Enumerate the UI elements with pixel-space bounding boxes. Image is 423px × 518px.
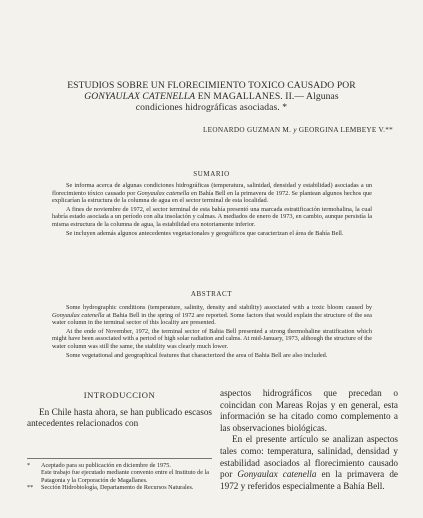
sumario-paragraph: Se incluyen además algunos antecedentes vegetacionales y geográficos que caracterizan el área de Bahía Bell. [66, 229, 344, 237]
author-1: LEONARDO GUZMAN M. [202, 126, 292, 134]
article-title [40, 80, 383, 113]
sumario-body [52, 182, 372, 238]
sumario-paragraph: A fines de noviembre de 1972, el sector terminal de esta bahía presentó una marcada estratificación termohalina, la cual habría estado asociada a un período con alta insolación y calmas. A mediados de enero de 1973, en cambio, aunque persistía la misma estructura de la columna de agua, la estabilidad era notoriamente inferior. [52, 205, 372, 228]
footnote-1-text-2: Este trabajo fue ejecutado mediante convenio entre el Instituto de la Patagonia y la Corporación de Magallanes. [41, 469, 210, 484]
abstract-p1-text-end: at Bahia Bell in the spring of 1972 are reported. Some factors that would explain the structure of the sea water column in the terminal sector of this locality are presented. [52, 311, 372, 327]
title-line-3: condiciones hidrográficas asociadas. * [135, 102, 288, 113]
left-column [27, 390, 212, 430]
abstract-heading: ABSTRACT [190, 290, 233, 298]
title-line-1: ESTUDIOS SOBRE UN FLORECIMIENTO TOXICO CAUSADO POR [67, 80, 356, 91]
sumario-heading: SUMARIO [193, 170, 230, 178]
abstract-paragraph [52, 304, 372, 327]
footnote-1-text: Aceptado para su publicación en diciembre de 1975. [41, 462, 171, 469]
footnote-1 [27, 462, 212, 484]
footnote-2 [27, 484, 212, 491]
right-paragraph-2 [220, 434, 398, 492]
abstract-paragraph: Some vegetational and geographical features that characterized the area of Bahia Bell are also included. [66, 351, 328, 359]
abstract-p1-species: Gonyaulax catenella [52, 311, 105, 319]
sumario-p1-species: Gonyaulax catenella [136, 189, 190, 197]
sumario-p1-text: Se informa acerca de algunas condiciones hidrográficas (temperatura, salinidad, densidad y estabilidad) asociadas a un florecimiento tóxico causado por [52, 182, 372, 197]
author-line [203, 126, 393, 134]
right-p2-text: En el presente artículo se analizan aspectos tales como: temperatura, salinidad, densidad y estabilidad asociados al florecimiento causado por [220, 434, 398, 480]
author-2: GEORGINA LEMBEYE V.** [298, 126, 393, 134]
right-p2-text-end: en la primavera de 1972 y referidos especialmente a Bahía Bell. [220, 469, 398, 491]
author-conjunction: y [291, 126, 299, 134]
right-paragraph-1: aspectos hidrográficos que precedan o coincidan con Mareas Rojas y en general, esta información se ha citado como complemento a las observaciones biológicas. [220, 388, 398, 433]
sumario-p1-text-end: en Bahía Bell en la primavera de 1972. Se plantean algunos hechos que explicarían la estructura de la columna de agua en el sector terminal de esta localidad. [52, 189, 372, 205]
introduccion-paragraph: En Chile hasta ahora, se han publicado escasos antecedentes relacionados con [27, 406, 212, 429]
introduccion-heading: INTRODUCCION [83, 390, 156, 400]
right-p2-species: Gonyaulax catenella [237, 469, 317, 480]
footnote-1-mark: * [27, 462, 31, 469]
title-line-2-tail: Algunas [306, 91, 339, 102]
footnotes [27, 458, 212, 492]
footnote-2-text: Sección Hidrobiología, Departamento de Recursos Naturales. [41, 484, 194, 492]
abstract-body [52, 304, 372, 360]
right-column [220, 388, 398, 492]
title-line-2-rest: EN MAGALLANES. II.— [195, 91, 307, 102]
abstract-paragraph: At the ende of November, 1972, the terminal sector of Bahia Bell presented a strong thermohaline stratification which might have been associated with a period of high solar radiation and calms. At mid-January, 1973, although the structure of the water column was still the same, the stability was clearly much lower. [52, 327, 372, 350]
title-line-2 [40, 91, 383, 102]
abstract-p1-text: Some hydrographic conditions (temperature, salinity, density and stability) associated with a toxic bloom caused by [66, 304, 372, 311]
title-species: GONYAULAX CATENELLA [84, 91, 196, 102]
sumario-paragraph [52, 182, 372, 205]
footnote-2-mark: ** [27, 484, 34, 492]
